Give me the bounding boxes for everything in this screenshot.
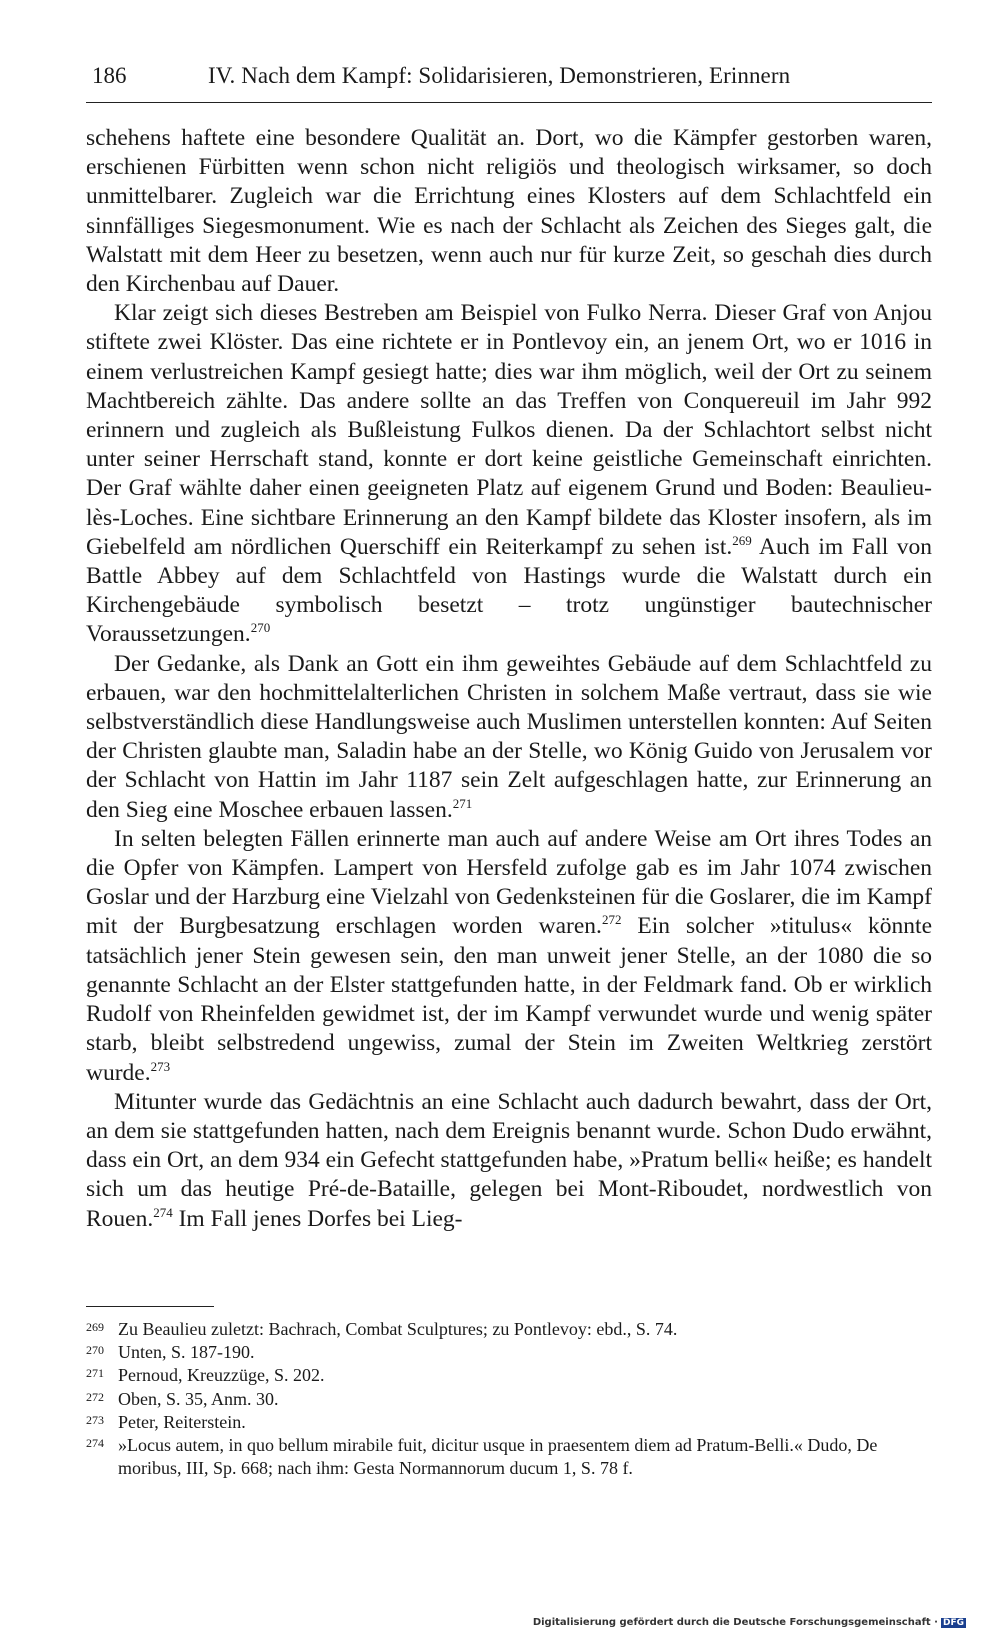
footnote-number: 270: [86, 1343, 104, 1358]
paragraph-text: Klar zeigt sich dieses Bestreben am Beispiel von Fulko Nerra. Dieser Graf von Anjou stiftete zwei Klöster. Das eine richtete er in Pontlevoy ein, an jenem Ort, wo er 1016 in einem verlustreichen Kampf gesiegt hatte; dies war ihm möglich, weil der Ort zu seinem Machtbereich zählte. Das andere sollte an das Treffen von Conquereuil im Jahr 992 erinnern und zugleich als Bußleistung Fulkos dienen. Da der Schlachtort selbst nicht unter seiner Herrschaft stand, konnte er dort keine geistliche Gemeinschaft einrichten. Der Graf wählte daher einen geeigneten Platz auf eigenem Grund und Boden: Beaulieu-lès-Loches. Eine sichtbare Erinnerung an den Kampf bildete das Kloster insofern, als im Giebelfeld am nördlichen Querschiff ein Reiterkampf zu sehen ist.: [86, 300, 932, 560]
paragraph-text: Mitunter wurde das Gedächtnis an eine Schlacht auch dadurch bewahrt, dass der Ort, an dem sie stattgefunden hatten, nach dem Ereignis benannt wurde. Schon Dudo erwähnt, dass ein Ort, an dem 934 ein Gefecht stattgefunden habe, »Pratum belli« heiße; es handelt sich um das heutige Pré-de-Bataille, gelegen bei Mont-Riboudet, nordwestlich von Rouen.: [86, 1088, 932, 1232]
paragraph-text: Im Fall jenes Dorfes bei Lieg-: [178, 1205, 463, 1232]
footnote-number: 274: [86, 1436, 104, 1451]
footnote-ref[interactable]: 272: [601, 912, 622, 928]
footnote-number: 272: [86, 1389, 104, 1404]
footnote-text: »Locus autem, in quo bellum mirabile fuit, dicitur usque in praesentem diem ad Pratum-Belli.« Dudo, De moribus, III, Sp. 668; nach ihm: Gesta Normannorum ducum 1, S. 78 f.: [118, 1435, 878, 1479]
running-header: [86, 62, 932, 103]
paragraph-text: Der Gedanke, als Dank an Gott ein ihm geweihtes Gebäude auf dem Schlachtfeld zu erbauen, war den hochmittelalterlichen Christen in solchem Maße vertraut, dass sie wie selbstverständlich diese Handlungsweise auch Muslimen unterstellen konnten: Auf Seiten der Christen glaubte man, Saladin habe an der Stelle, wo König Guido von Jerusalem vor der Schlacht von Hattin im Jahr 1187 sein Zelt aufgeschlagen hatte, zur Erinnerung an den Sieg eine Moschee erbauen lassen.: [86, 650, 932, 823]
footnote-text: Unten, S. 187-190.: [118, 1342, 255, 1363]
footnote-divider: [86, 1306, 214, 1307]
footnote: [86, 1364, 932, 1387]
footnote: [86, 1434, 932, 1480]
funding-note: [533, 1617, 966, 1628]
paragraph: [86, 825, 932, 1088]
dfg-logo-icon: DFG: [942, 1618, 964, 1628]
footnote-number: 269: [86, 1320, 104, 1334]
footnote-ref[interactable]: 274: [153, 1204, 173, 1220]
footnote-text: Pernoud, Kreuzzüge, S. 202.: [118, 1365, 325, 1386]
paragraph: [86, 124, 932, 299]
footnote: [86, 1411, 932, 1434]
running-title: IV. Nach dem Kampf: Solidarisieren, Demonstrieren, Erinnern: [208, 63, 791, 88]
paragraph: [86, 299, 932, 649]
paragraph-text: In selten belegten Fällen erinnerte man auch auf andere Weise am Ort ihres Todes an die Opfer von Kämpfen. Lampert von Hersfeld zufolge gab es im Jahr 1074 zwischen Goslar und der Harzburg eine Vielzahl von Gedenksteinen für die Goslarer, die im Kampf mit der Burgbesatzung erschlagen worden waren.: [86, 825, 932, 940]
footnote: [86, 1318, 932, 1341]
footnote: [86, 1388, 932, 1411]
paragraph: [86, 1088, 932, 1234]
paragraph-text: Auch im Fall von Battle Abbey auf dem Schlachtfeld von Hastings wurde die Walstatt durch ein Kirchengebäude symbolisch besetzt – trotz ungünstiger bautechnischer Voraussetzungen.: [86, 533, 932, 648]
page-number: 186: [92, 63, 127, 88]
footnote-ref[interactable]: 273: [150, 1058, 171, 1074]
footnote-number: 273: [86, 1412, 104, 1427]
paragraph-text: schehens haftete eine besondere Qualität an. Dort, wo die Kämpfer gestorben waren, erschienen Fürbitten wenn schon nicht religiös und theologisch wirksamer, so doch unmittelbarer. Zugleich war die Errichtung eines Klosters auf dem Schlachtfeld ein sinnfälliges Siegesmonument. Wie es nach der Schlacht als Zeichen des Sieges galt, die Walstatt mit dem Heer zu besetzen, wenn auch nur für kurze Zeit, so geschah dies durch den Kirchenbau auf Dauer.: [86, 125, 932, 298]
footnote-text: Zu Beaulieu zuletzt: Bachrach, Combat Sculptures; zu Pontlevoy: ebd., S. 74.: [118, 1319, 678, 1339]
funding-note-text: Digitalisierung gefördert durch die Deutsche Forschungsgemeinschaft ·: [532, 1617, 938, 1628]
footnote: [86, 1341, 932, 1364]
paragraph-text: Ein solcher »titulus« könnte tatsächlich jener Stein gewesen sein, den man unweit jener Stelle, an der 1080 die so genannte Schlacht an der Elster stattgefunden hatte, in der Feldmark fand. Ob er wirklich Rudolf von Rheinfelden gewidmet ist, der im Kampf verwundet wurde und wenig später starb, bleibt selbstredend ungewiss, zumal der Stein im Zweiten Weltkrieg zerstört wurde.: [86, 913, 933, 1086]
footnote-text: Oben, S. 35, Anm. 30.: [118, 1388, 279, 1409]
footnote-ref[interactable]: 270: [250, 620, 271, 636]
footnotes: [86, 1318, 932, 1480]
paragraph: [86, 650, 932, 825]
footnote-number: 271: [86, 1366, 104, 1381]
body-text: [86, 124, 932, 1234]
footnote-ref[interactable]: 271: [452, 795, 473, 811]
footnote-ref[interactable]: 269: [732, 532, 752, 548]
footnote-text: Peter, Reiterstein.: [118, 1411, 246, 1432]
